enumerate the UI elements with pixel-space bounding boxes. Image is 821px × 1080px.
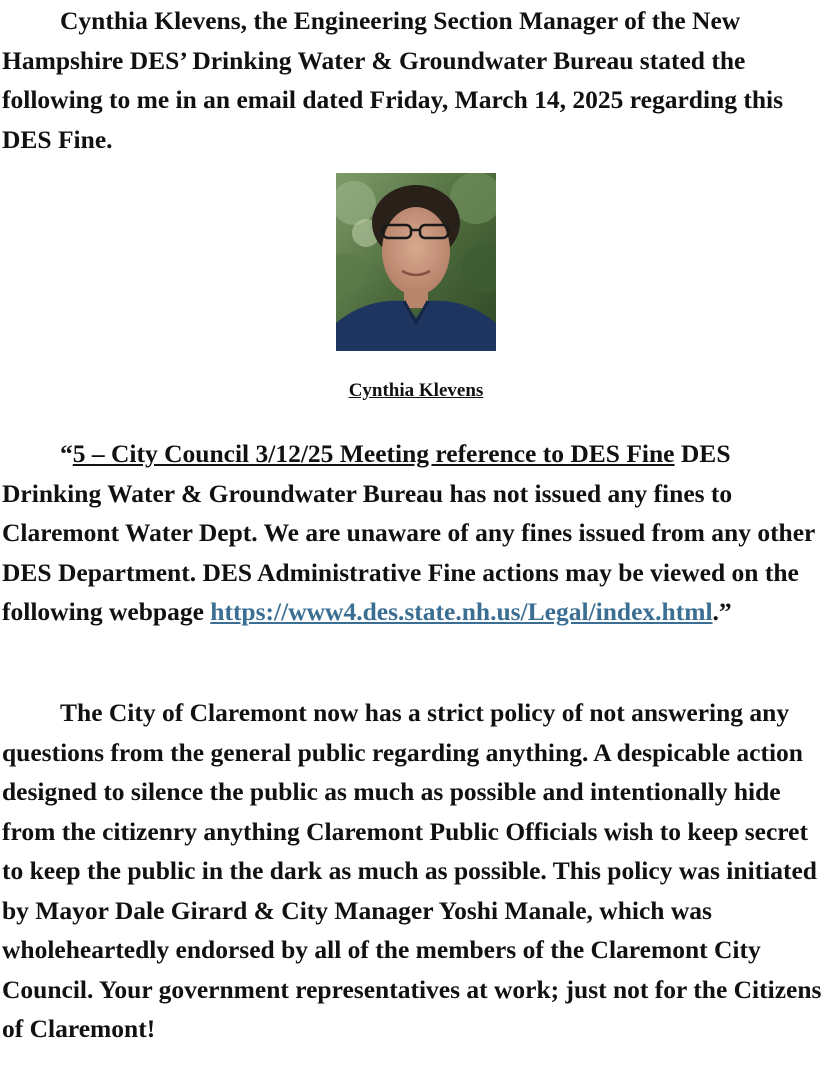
portrait-photo [336,173,496,351]
photo-caption: Cynthia Klevens [348,380,484,401]
quote-heading: 5 – City Council 3/12/25 Meeting reference to DES Fine [72,439,675,468]
quote-paragraph [0,434,821,632]
closing-paragraph: The City of Claremont now has a strict policy of not answering any questions from the general public regarding anything. A despicable action designed to silence the public as much as possible and intentionally hide from the citizenry anything Claremont Public Officials wish to keep secret to keep the public in the dark as much as possible. This policy was initiated by Mayor Dale Girard & City Manager Yoshi Manale, which was wholeheartedly endorsed by all of the members of the Claremont City Council. Your government representatives at work; just not for the Citizens of Claremont! [2,698,821,1043]
portrait-illustration [336,173,496,351]
quote-open-mark: “ [60,439,73,468]
quote-body: DES Drinking Water & Groundwater Bureau has not issued any fines to Claremont Water Dept. We are unaware of any fines issued from any other DES Department. DES Administrative Fine actions may be viewed on the following webpage [2,439,815,626]
quote-close-mark: .” [712,597,732,626]
des-legal-link[interactable]: https://www4.des.state.nh.us/Legal/index.html [210,597,713,626]
intro-paragraph: Cynthia Klevens, the Engineering Section Manager of the New Hampshire DES’ Drinking Water & Groundwater Bureau stated the following to me in an email dated Friday, March 14, 2025 regarding this DES Fine. [2,6,784,154]
